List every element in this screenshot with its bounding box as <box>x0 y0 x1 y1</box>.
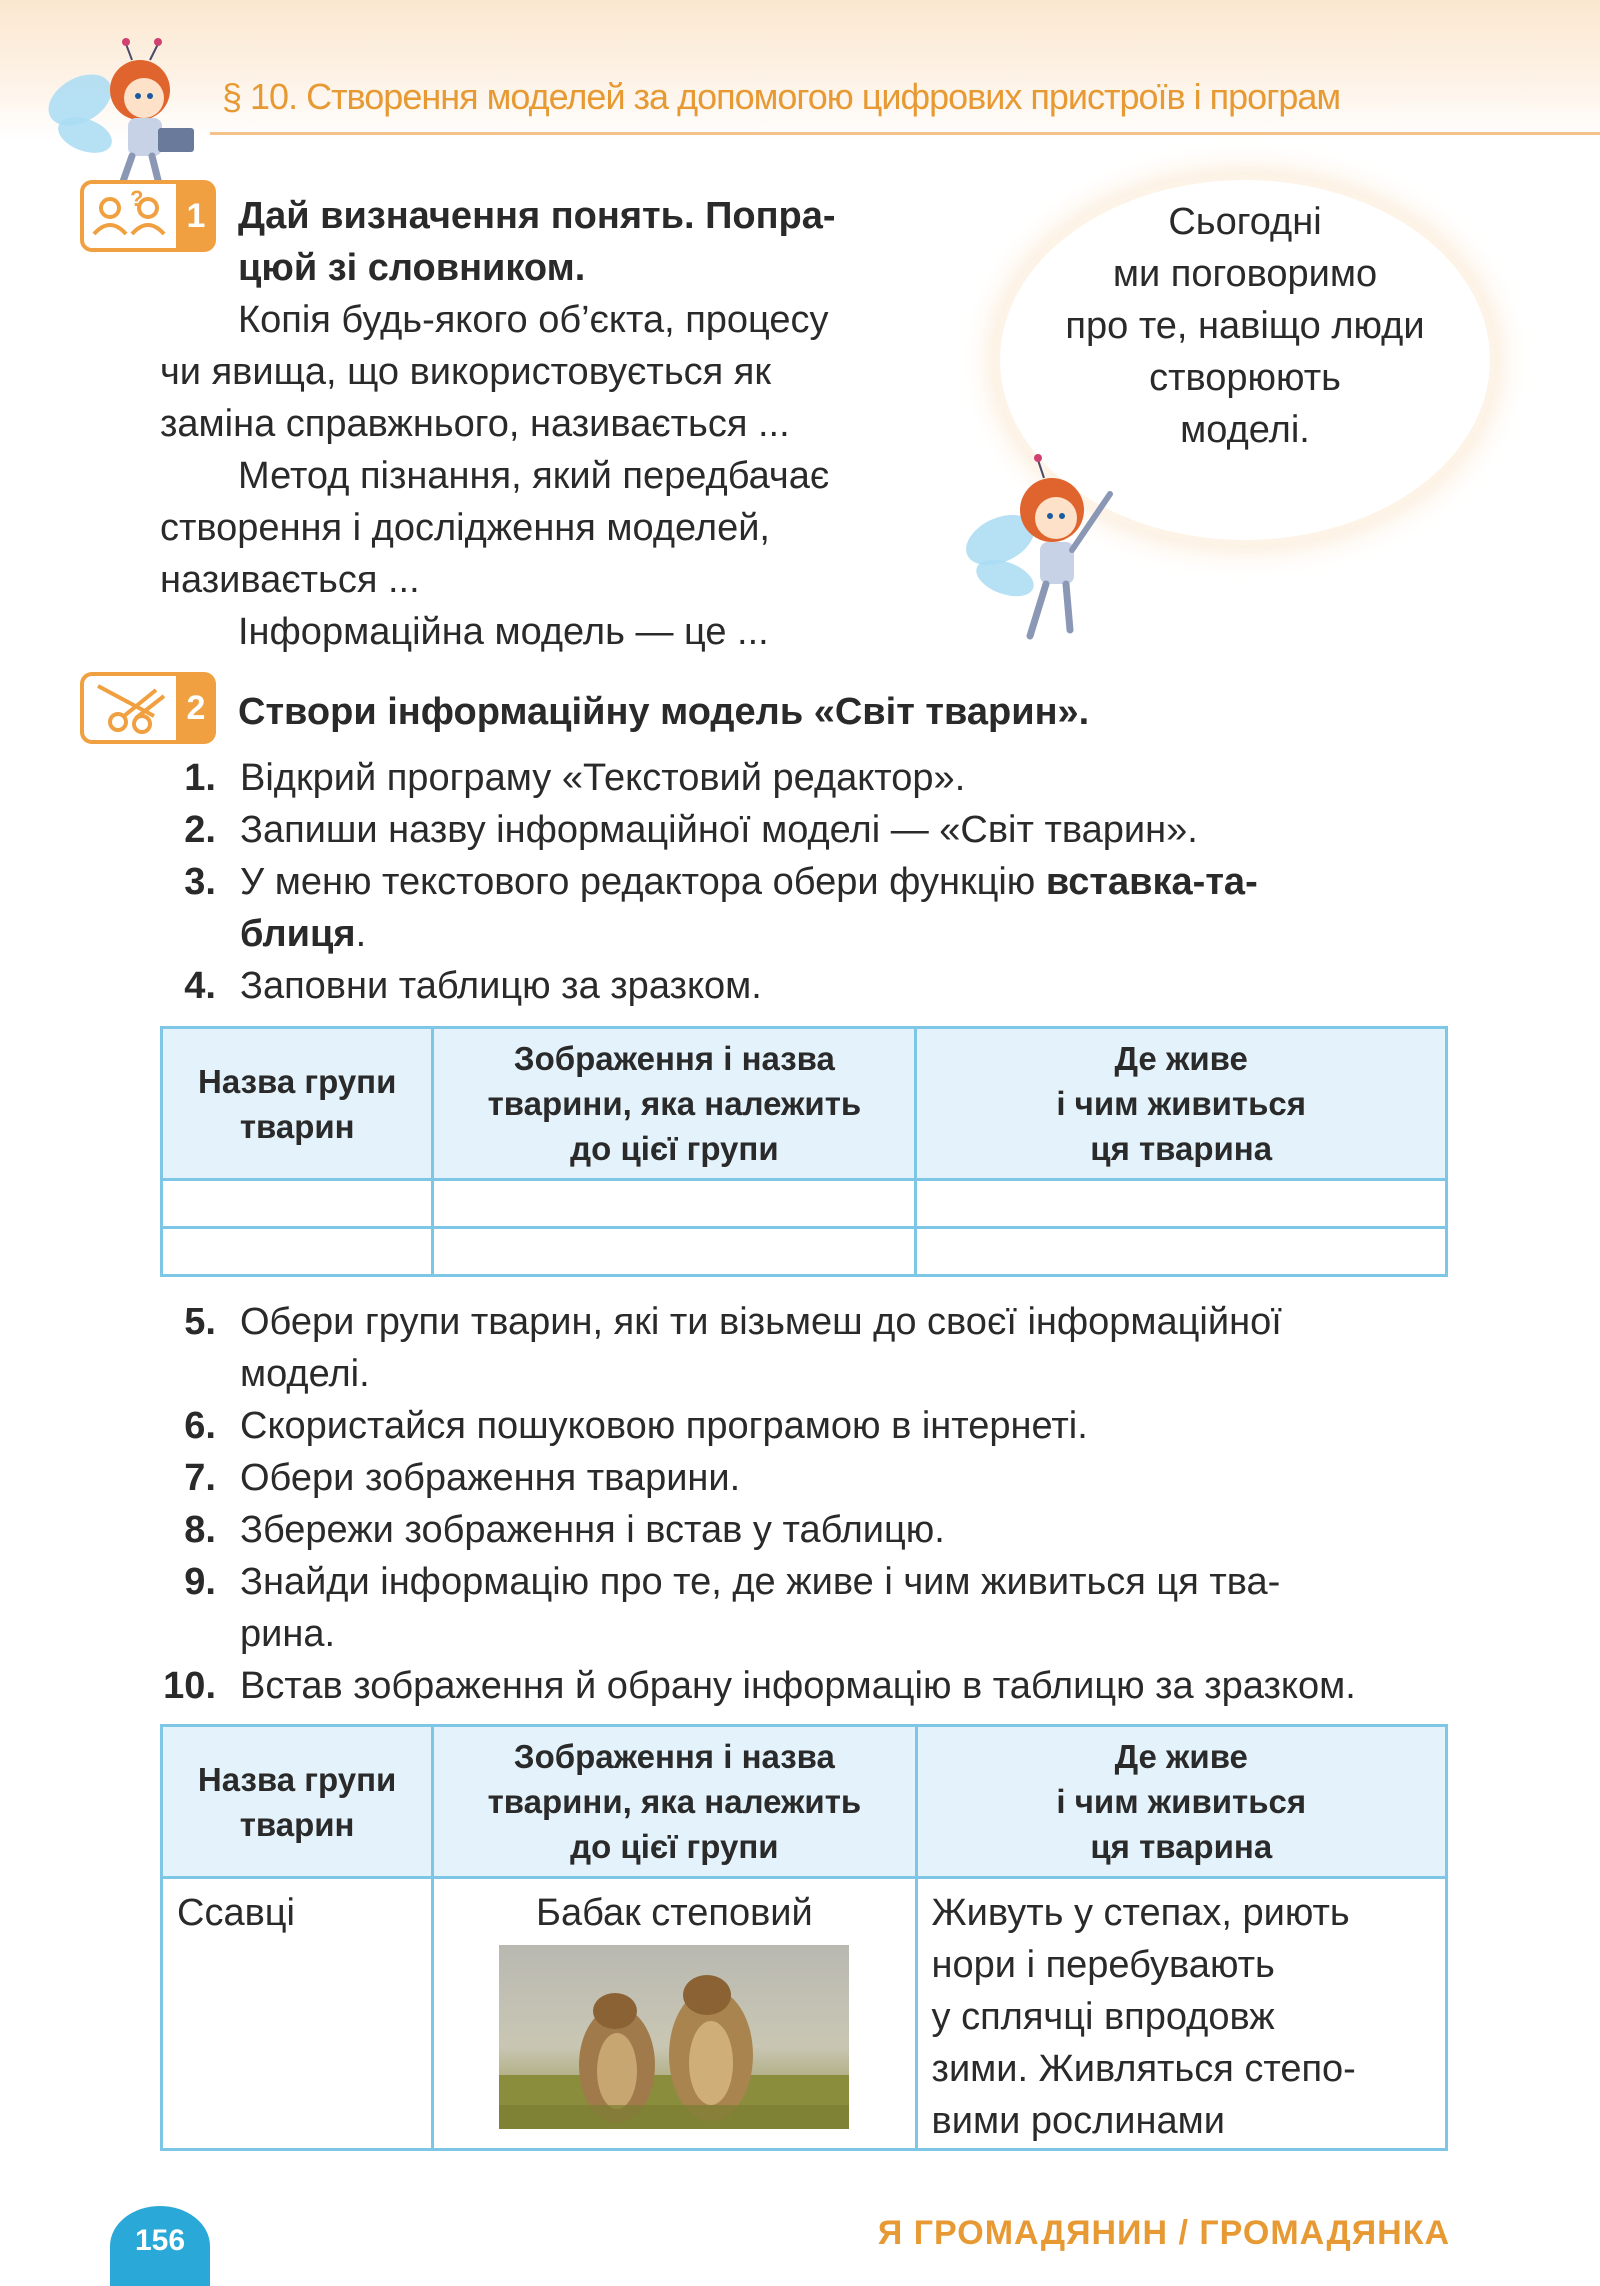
animal-cell <box>433 1878 916 2150</box>
task-1-line: чи явища, що використовується як <box>160 351 771 393</box>
header-line: ця тварина <box>1090 1828 1273 1865</box>
step-number: 5. <box>184 1301 216 1343</box>
step-number: 3. <box>184 861 216 903</box>
step-bold-term: вставка-та- <box>1045 861 1258 903</box>
table-row <box>162 1180 1447 1228</box>
task-2-heading: Створи інформаційну модель «Світ тварин». <box>238 691 1090 733</box>
step-text-part: Обери групи тварин, які ти візьмеш до своєї інформаційної <box>240 1301 1282 1343</box>
info-line: у сплячці впродовж <box>931 1996 1275 2038</box>
task-2-number: 2 <box>176 672 216 744</box>
step-9 <box>160 1556 1450 1660</box>
marmot-photo <box>499 1945 849 2129</box>
table-cell <box>916 1180 1447 1228</box>
task-1-line: Метод пізнання, який передбачає <box>238 455 830 497</box>
header-line: тварини, яка належить <box>487 1085 862 1122</box>
header-cell <box>433 1726 916 1878</box>
step-text: Встав зображення й обрану інформацію в таблицю за зразком. <box>240 1665 1356 1707</box>
info-line: зими. Живляться степо- <box>931 2048 1356 2090</box>
step-text <box>240 1556 1450 1660</box>
info-line: вими рослинами <box>931 2100 1225 2142</box>
header-line: Де живе <box>1114 1040 1248 1077</box>
table-header-row <box>162 1028 1447 1180</box>
header-cell <box>162 1028 433 1180</box>
task-1-heading-line1: Дай визначення понять. Попра- <box>238 195 836 237</box>
header-line: тварин <box>239 1805 355 1843</box>
step-number: 8. <box>184 1509 216 1551</box>
task-1-line: заміна справжнього, називається ... <box>160 403 790 445</box>
step-number: 9. <box>184 1561 216 1603</box>
speech-line: створюють <box>1149 357 1341 399</box>
table-cell <box>162 1228 433 1276</box>
step-number: 1. <box>184 757 216 799</box>
header-line: до цієї групи <box>570 1828 779 1865</box>
step-5 <box>160 1296 1450 1400</box>
task-1-number: 1 <box>176 180 216 252</box>
step-3 <box>160 856 1450 960</box>
table-cell <box>433 1180 916 1228</box>
task-2-badge <box>80 672 216 752</box>
header-line: і чим живиться <box>1056 1085 1307 1122</box>
task-1-line: створення і дослідження моделей, <box>160 507 770 549</box>
step-number: 2. <box>184 809 216 851</box>
step-number: 7. <box>184 1457 216 1499</box>
header-line: Де живе <box>1114 1738 1248 1775</box>
header-line: ця тварина <box>1090 1130 1273 1167</box>
speech-bubble-text <box>1010 196 1480 456</box>
speech-line: моделі. <box>1180 409 1310 451</box>
speech-line: ми поговоримо <box>1112 253 1378 295</box>
step-text-part: . <box>355 913 367 955</box>
step-text <box>240 856 1450 960</box>
info-line: нори і перебувають <box>931 1944 1275 1986</box>
step-text: Заповни таблицю за зразком. <box>240 965 762 1007</box>
table-header-row <box>162 1726 1447 1878</box>
table-cell <box>433 1228 916 1276</box>
header-cell <box>916 1726 1446 1878</box>
group-cell <box>162 1878 433 2150</box>
header-cell <box>433 1028 916 1180</box>
task-1-line: Копія будь-якого об’єкта, процесу <box>238 299 829 341</box>
task-1-line: називається ... <box>160 559 420 601</box>
svg-text:?: ? <box>130 186 144 211</box>
info-cell <box>916 1878 1446 2150</box>
animal-name: Бабак степовий <box>536 1892 813 1934</box>
template-table <box>160 1026 1448 1277</box>
step-text-part: рина. <box>240 1613 336 1655</box>
example-table <box>160 1724 1448 2151</box>
header-line: до цієї групи <box>570 1130 779 1167</box>
header-line: тварин <box>239 1107 355 1145</box>
table-row <box>162 1228 1447 1276</box>
header-cell <box>916 1028 1447 1180</box>
fairy-mascot-icon <box>40 30 220 200</box>
info-line: Живуть у степах, риють <box>931 1892 1350 1934</box>
header-line: Назва групи <box>197 1760 397 1798</box>
page-number: 156 <box>110 2206 210 2286</box>
scissors-craft-icon <box>84 676 188 740</box>
header-line: Зображення і назва <box>513 1738 835 1775</box>
task-1-heading-line2: цюй зі словником. <box>238 247 586 289</box>
header-line: тварини, яка належить <box>487 1783 862 1820</box>
step-text: Збережи зображення і встав у таблицю. <box>240 1509 945 1551</box>
task-1-line: Інформаційна модель — це ... <box>238 611 769 653</box>
step-text-part: Знайди інформацію про те, де живе і чим живиться ця тва- <box>240 1561 1281 1603</box>
header-line: і чим живиться <box>1056 1783 1307 1820</box>
footer-section-name: Я ГРОМАДЯНИН / ГРОМАДЯНКА <box>877 2214 1450 2252</box>
fairy-mascot-icon <box>960 450 1130 650</box>
step-text <box>240 1296 1450 1400</box>
header-line: Зображення і назва <box>513 1040 835 1077</box>
step-text: Обери зображення тварини. <box>240 1457 741 1499</box>
table-cell <box>162 1180 433 1228</box>
step-number: 6. <box>184 1405 216 1447</box>
table-cell <box>916 1228 1447 1276</box>
task-1-badge <box>80 180 216 260</box>
table-row <box>162 1878 1447 2150</box>
step-number: 4. <box>184 965 216 1007</box>
step-bold-term: блиця <box>240 913 356 955</box>
step-text-part: У меню текстового редактора обери функцію <box>240 861 1046 903</box>
discussion-people-icon <box>84 184 188 248</box>
speech-line: Сьогодні <box>1168 201 1322 243</box>
section-title: § 10. Створення моделей за допомогою цифрових пристроїв і програм <box>222 76 1341 117</box>
group-name: Ссавці <box>177 1892 295 1934</box>
header-cell <box>162 1726 433 1878</box>
step-text: Скористайся пошуковою програмою в інтернеті. <box>240 1405 1088 1447</box>
speech-line: про те, навіщо люди <box>1065 305 1425 347</box>
header-line: Назва групи <box>198 1062 397 1100</box>
header-divider <box>210 132 1600 135</box>
step-text: Запиши назву інформаційної моделі — «Світ тварин». <box>240 809 1198 851</box>
step-text: Відкрий програму «Текстовий редактор». <box>240 757 966 799</box>
step-text-part: моделі. <box>240 1353 370 1395</box>
step-number: 10. <box>163 1665 216 1707</box>
